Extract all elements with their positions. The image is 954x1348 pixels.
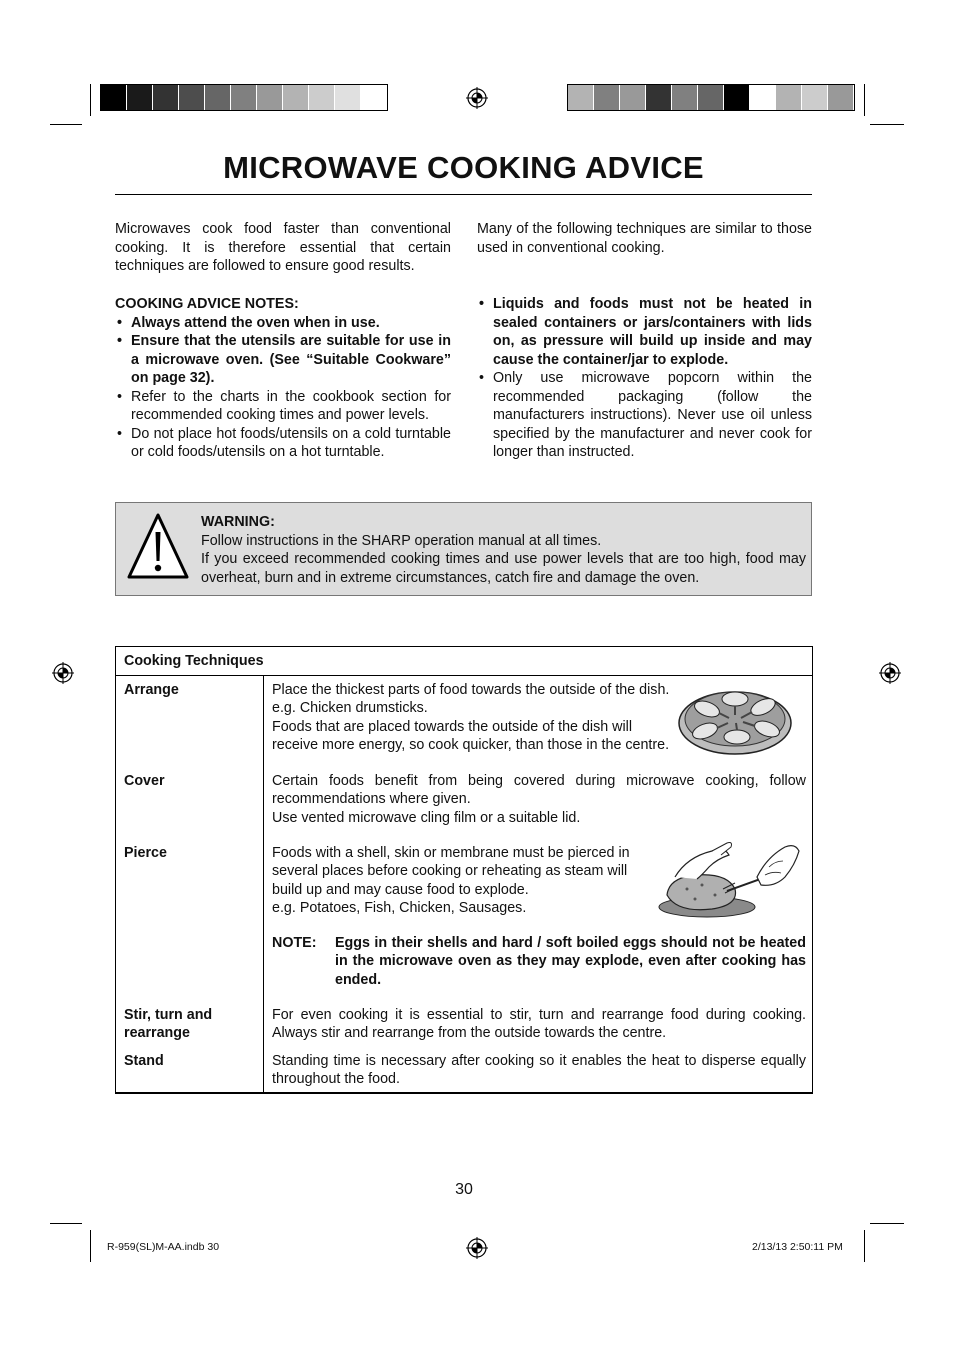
color-calibration-bar-right — [567, 84, 855, 111]
pierce-line: Foods with a shell, skin or membrane must be pierced in — [272, 844, 630, 861]
note-item: • Do not place hot foods/utensils on a cold turntable or cold foods/utensils on a hot turntable. — [115, 425, 451, 462]
title-rule — [115, 194, 812, 195]
note-item: • Liquids and foods must not be heated in sealed containers or jars/containers with lids on, as pressure will build up inside and may cause the container/jar to explode. — [477, 295, 812, 369]
cooking-techniques-table — [115, 646, 813, 1094]
potato-piercing-illustration — [657, 837, 802, 923]
registration-mark-icon — [466, 87, 488, 109]
intro-left — [115, 220, 451, 276]
color-swatch — [802, 85, 828, 110]
pierce-note — [272, 934, 806, 990]
cover-line: Certain foods benefit from being covered during microwave cooking, follow recommendations where given. — [272, 772, 806, 807]
stir-text: For even cooking it is essential to stir, turn and rearrange food during cooking. Always stir and rearrange from the outside towards the centre. — [272, 1006, 806, 1041]
technique-label-cover: Cover — [124, 772, 165, 789]
registration-mark-icon — [879, 662, 901, 684]
color-swatch — [594, 85, 620, 110]
color-swatch — [257, 85, 283, 110]
color-swatch — [153, 85, 179, 110]
color-swatch — [205, 85, 231, 110]
color-swatch — [179, 85, 205, 110]
color-swatch — [101, 85, 127, 110]
registration-mark-icon — [52, 662, 74, 684]
stand-text: Standing time is necessary after cooking so it enables the heat to disperse equally throughout the food. — [272, 1052, 806, 1087]
crop-mark — [864, 1230, 865, 1262]
arrange-line: Place the thickest parts of food towards the outside of the dish. — [272, 681, 670, 698]
crop-mark — [50, 1223, 82, 1224]
color-swatch — [620, 85, 646, 110]
page-number: 30 — [455, 1181, 473, 1198]
note-label: NOTE: — [272, 934, 317, 951]
arrange-text — [272, 681, 702, 755]
technique-label-stir-line: Stir, turn and — [124, 1006, 213, 1023]
color-swatch — [698, 85, 724, 110]
color-swatch — [283, 85, 309, 110]
warning-line: If you exceed recommended cooking times and use power levels that are too high, food may overheat, burn and in extreme circumstances, catch fire and damage the oven. — [201, 551, 806, 586]
notes-right-column — [477, 295, 812, 462]
technique-label-stand: Stand — [124, 1052, 164, 1069]
notes-left-column — [115, 295, 451, 462]
technique-label-arrange: Arrange — [124, 681, 179, 698]
cover-line: Use vented microwave cling film or a suitable lid. — [272, 809, 581, 826]
technique-descriptions — [264, 675, 813, 1093]
crop-mark — [90, 1230, 91, 1262]
pierce-line: several places before cooking or reheating as steam will — [272, 863, 628, 879]
table-header-cell — [116, 647, 813, 676]
color-swatch — [231, 85, 257, 110]
color-swatch — [646, 85, 672, 110]
intro-left-text: Microwaves cook food faster than conventional cooking. It is therefore essential that certain techniques are followed to ensure good results. — [115, 221, 451, 274]
arrange-line: receive more energy, so cook quicker, than those in the centre. — [272, 737, 670, 753]
arrange-line: e.g. Chicken drumsticks. — [272, 700, 428, 716]
intro-right — [477, 220, 812, 257]
chicken-drumsticks-dish-illustration — [677, 685, 793, 757]
warning-box — [115, 502, 812, 596]
intro-right-text: Many of the following techniques are similar to those used in conventional cooking. — [477, 221, 812, 256]
footer-file-info: R-959(SL)M-AA.indb 30 — [107, 1241, 220, 1253]
warning-triangle-icon — [126, 512, 190, 580]
technique-labels — [116, 675, 264, 1093]
color-swatch — [750, 85, 776, 110]
crop-mark — [870, 1223, 904, 1224]
footer-timestamp: 2/13/13 2:50:11 PM — [752, 1241, 843, 1253]
color-swatch — [828, 85, 854, 110]
warning-text — [201, 513, 806, 587]
crop-mark — [90, 84, 91, 116]
cover-text — [272, 772, 806, 828]
technique-label-stir-line: rearrange — [124, 1025, 190, 1041]
crop-mark — [50, 124, 82, 125]
warning-heading: WARNING: — [201, 514, 275, 530]
crop-mark — [864, 84, 865, 116]
color-swatch — [672, 85, 698, 110]
color-swatch — [724, 85, 750, 110]
table-header: Cooking Techniques — [124, 653, 264, 669]
technique-label-stir — [124, 1006, 212, 1043]
note-item: • Refer to the charts in the cookbook section for recommended cooking times and power levels. — [115, 388, 451, 425]
note-text: Eggs in their shells and hard / soft boiled eggs should not be heated in the microwave oven as they may explode, even after cooking has ended. — [335, 934, 806, 988]
pierce-line: build up and may cause food to explode. — [272, 881, 529, 898]
note-item: • Ensure that the utensils are suitable for use in a microwave oven. (See “Suitable Cookware” on page 32). — [115, 332, 451, 388]
color-swatch — [776, 85, 802, 110]
note-item: • Only use microwave popcorn within the recommended packaging (follow the manufacturers instructions). Never use oil unless specified by the manufacturer and never cook for longer than instructed. — [477, 369, 812, 462]
color-swatch — [361, 85, 387, 110]
crop-mark — [870, 124, 904, 125]
page-title: MICROWAVE COOKING ADVICE — [223, 150, 704, 185]
color-swatch — [127, 85, 153, 110]
warning-line: Follow instructions in the SHARP operation manual at all times. — [201, 532, 602, 549]
notes-heading: COOKING ADVICE NOTES: — [115, 296, 299, 312]
color-swatch — [568, 85, 594, 110]
table-bottom-border — [116, 1093, 813, 1094]
color-calibration-bar-left — [100, 84, 388, 111]
registration-mark-icon — [466, 1237, 488, 1259]
technique-label-pierce: Pierce — [124, 844, 167, 861]
arrange-line: Foods that are placed towards the outside of the dish will — [272, 718, 633, 735]
pierce-text — [272, 844, 672, 918]
pierce-line: e.g. Potatoes, Fish, Chicken, Sausages. — [272, 900, 527, 916]
color-swatch — [309, 85, 335, 110]
note-item: • Always attend the oven when in use. — [115, 314, 451, 333]
color-swatch — [335, 85, 361, 110]
